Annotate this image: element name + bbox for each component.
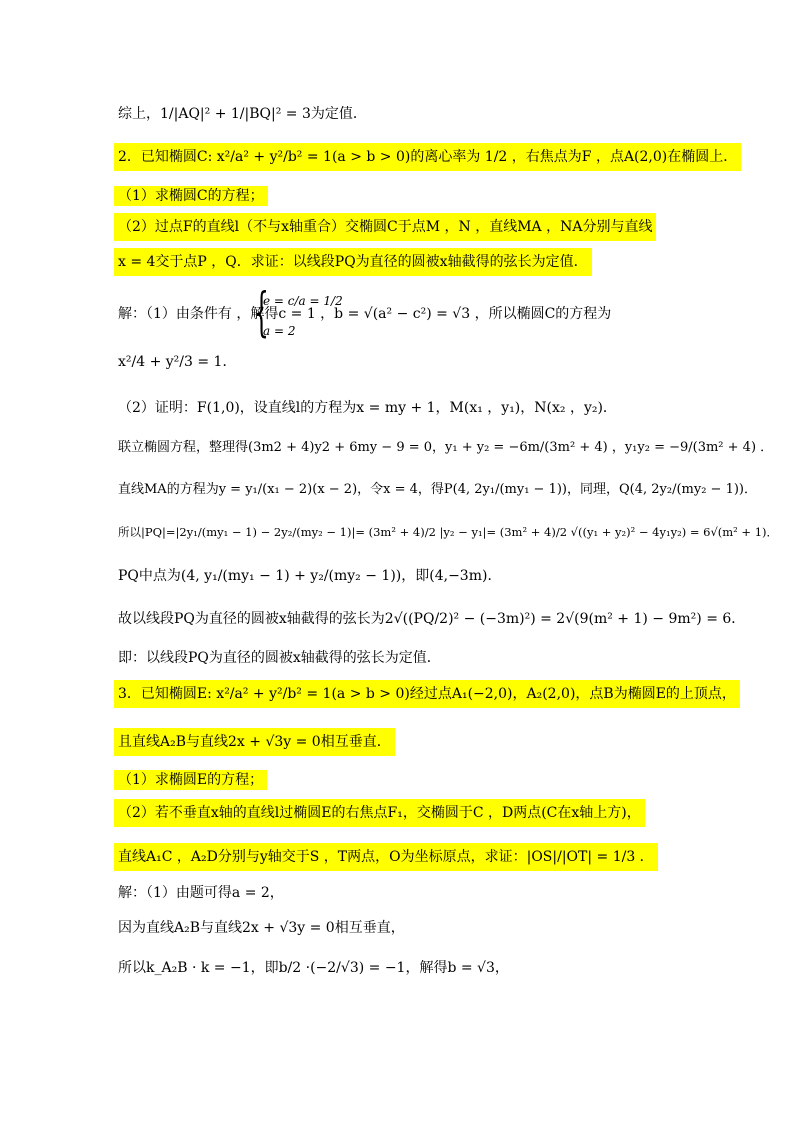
solution-2-pq-length: 所以|PQ|=|2y₁/(my₁ − 1) − 2y₂/(my₂ − 1)|= (3m² + 4)/2 |y₂ − y₁|= (3m² + 4)/2 √((y₁ + y₂)² − 4y₁y₂) = 6√(m² + 1)．: [118, 525, 779, 539]
problem-3-part-2-line-2: 直线A₁C ，A₂D分别与y轴交于S ，T两点，O为坐标原点，求证：|OS|/|OT| = 1/3 ．: [114, 843, 658, 871]
solution-2-vieta: 联立椭圆方程，整理得(3m2 + 4)y2 + 6my − 9 = 0，y₁ + y₂ = −6m/(3m² + 4) ，y₁y₂ = −9/(3m² + 4) ．: [118, 440, 774, 455]
condition-system: [254, 283, 354, 344]
system-row-2: a = 2: [263, 324, 296, 338]
solution-2-pq-midpoint: PQ中点为(4, y₁/(my₁ − 1) + y₂/(my₂ − 1))，即(4,−3m)．: [118, 568, 502, 584]
problem-2-statement: 2．已知椭圆C: x²/a² + y²/b² = 1(a > b > 0)的离心率为 1/2 ，右焦点为F ，点A(2,0)在椭圆上．: [114, 143, 741, 171]
problem-2-part-2-line-2: x = 4交于点P ，Q．求证：以线段PQ为直径的圆被x轴截得的弦长为定值．: [114, 248, 592, 276]
solution-3-line-2: 因为直线A₂B与直线2x + √3y = 0相互垂直，: [118, 920, 405, 936]
problem-2-part-2-line-1: （2）过点F的直线l（不与x轴重合）交椭圆C于点M ，N ，直线MA ，NA分别与直线: [114, 213, 656, 241]
system-row-1: e = c/a = 1/2: [263, 294, 343, 308]
solution-2-conclusion: 即：以线段PQ为直径的圆被x轴截得的弦长为定值．: [118, 650, 441, 666]
solution-3-line-3: 所以k_A₂B · k = −1，即b/2 ·(−2/√3) = −1，解得b = √3，: [118, 960, 509, 976]
problem-3-part-1: （1）求椭圆E的方程；: [114, 770, 267, 790]
solution-2-chord-length: 故以线段PQ为直径的圆被x轴截得的弦长为2√((PQ/2)² − (−3m)²) = 2√(9(m² + 1) − 9m²) = 6．: [118, 611, 746, 627]
problem-3-part-2-line-1: （2）若不垂直x轴的直线l过椭圆E的右焦点F₁，交椭圆于C ，D两点(C在x轴上方)，: [114, 799, 645, 827]
brace-icon: {: [254, 283, 269, 343]
conclusion-line: 综上，1/|AQ|² + 1/|BQ|² = 3为定值．: [118, 106, 367, 122]
solution-2-line-1: 解：（1）由条件有 ，解得c = 1 ，b = √(a² − c²) = √3 ，所以椭圆C的方程为: [118, 306, 612, 322]
solution-2-ellipse-equation: x²/4 + y²/3 = 1．: [118, 354, 237, 370]
problem-2-part-1: （1）求椭圆C的方程；: [114, 186, 268, 206]
solution-2-line-ma: 直线MA的方程为y = y₁/(x₁ − 2)(x − 2)，令x = 4，得P(4, 2y₁/(my₁ − 1))，同理，Q(4, 2y₂/(my₂ − 1))．: [118, 482, 757, 497]
solution-3-line-1: 解：（1）由题可得a = 2，: [118, 885, 284, 901]
solution-2-part-2-setup: （2）证明：F(1,0)，设直线l的方程为x = my + 1，M(x₁ ，y₁)，N(x₂ ，y₂)．: [118, 400, 617, 416]
problem-3-statement: 3．已知椭圆E: x²/a² + y²/b² = 1(a > b > 0)经过点A₁(−2,0)，A₂(2,0)，点B为椭圆E的上顶点，: [114, 680, 740, 708]
problem-3-condition: 且直线A₂B与直线2x + √3y = 0相互垂直．: [114, 728, 395, 756]
